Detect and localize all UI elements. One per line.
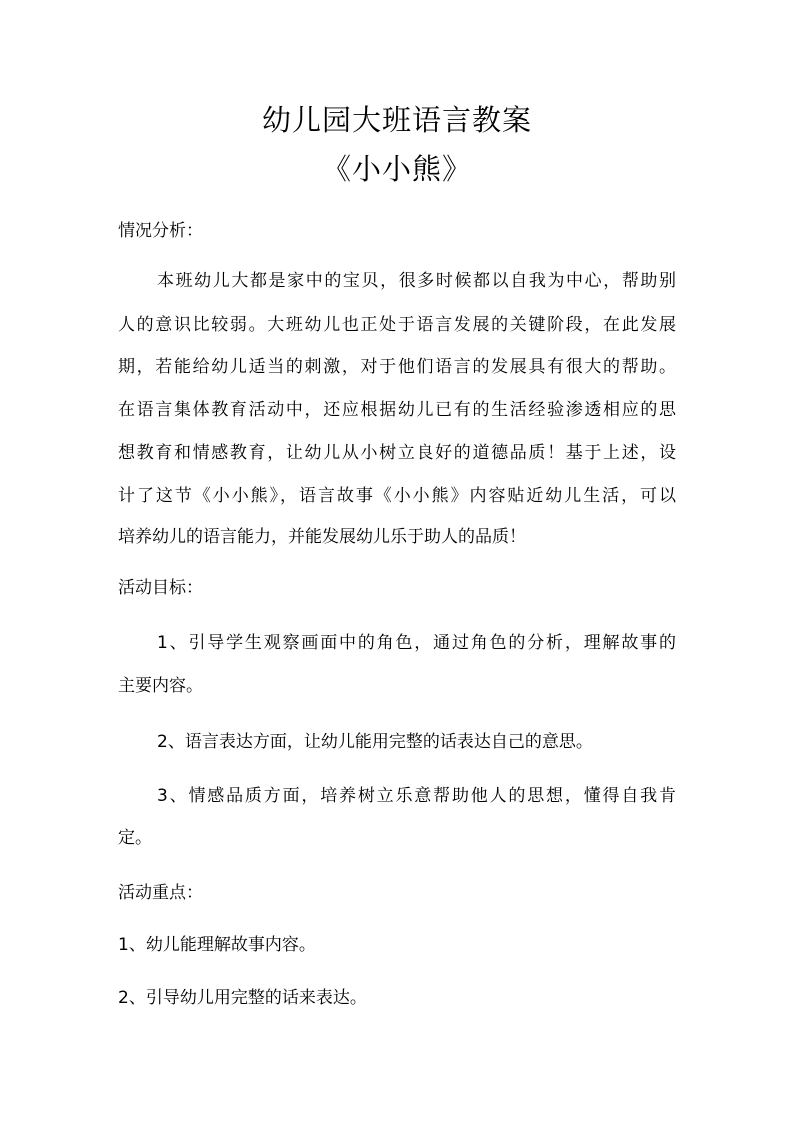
goal-3-line-1: 3、情感品质方面，培养树立乐意帮助他人的思想，懂得自我肯 [157, 786, 676, 806]
goal-2-line-1: 2、语言表达方面，让幼儿能用完整的话表达自己的意思。 [157, 732, 593, 752]
section-heading-goals: 活动目标： [118, 578, 203, 598]
analysis-line-5: 想教育和情感教育，让幼儿从小树立良好的道德品质！基于上述，设 [118, 443, 676, 463]
goal-3-line-2: 定。 [118, 828, 152, 848]
key-point-2: 2、引导幼儿用完整的话来表达。 [118, 988, 367, 1008]
analysis-line-1: 本班幼儿大都是家中的宝贝，很多时候都以自我为中心，帮助别 [157, 271, 676, 291]
section-heading-analysis: 情况分析： [118, 221, 203, 241]
section-heading-key-points: 活动重点： [118, 883, 203, 903]
key-point-1: 1、幼儿能理解故事内容。 [118, 935, 316, 955]
document-title: 幼儿园大班语言教案 [261, 103, 532, 137]
analysis-line-6: 计了这节《小小熊》，语言故事《小小熊》内容贴近幼儿生活，可以 [118, 486, 676, 506]
analysis-line-7: 培养幼儿的语言能力，并能发展幼儿乐于助人的品质！ [118, 527, 526, 547]
document-subtitle: 《小小熊》 [321, 152, 472, 186]
analysis-line-4: 在语言集体教育活动中，还应根据幼儿已有的生活经验渗透相应的思 [118, 400, 676, 420]
analysis-line-2: 人的意识比较弱。大班幼儿也正处于语言发展的关键阶段，在此发展 [118, 315, 676, 335]
goal-1-line-1: 1、引导学生观察画面中的角色，通过角色的分析，理解故事的 [157, 633, 676, 653]
goal-1-line-2: 主要内容。 [118, 676, 203, 696]
analysis-line-3: 期，若能给幼儿适当的刺激，对于他们语言的发展具有很大的帮助。 [118, 357, 676, 377]
